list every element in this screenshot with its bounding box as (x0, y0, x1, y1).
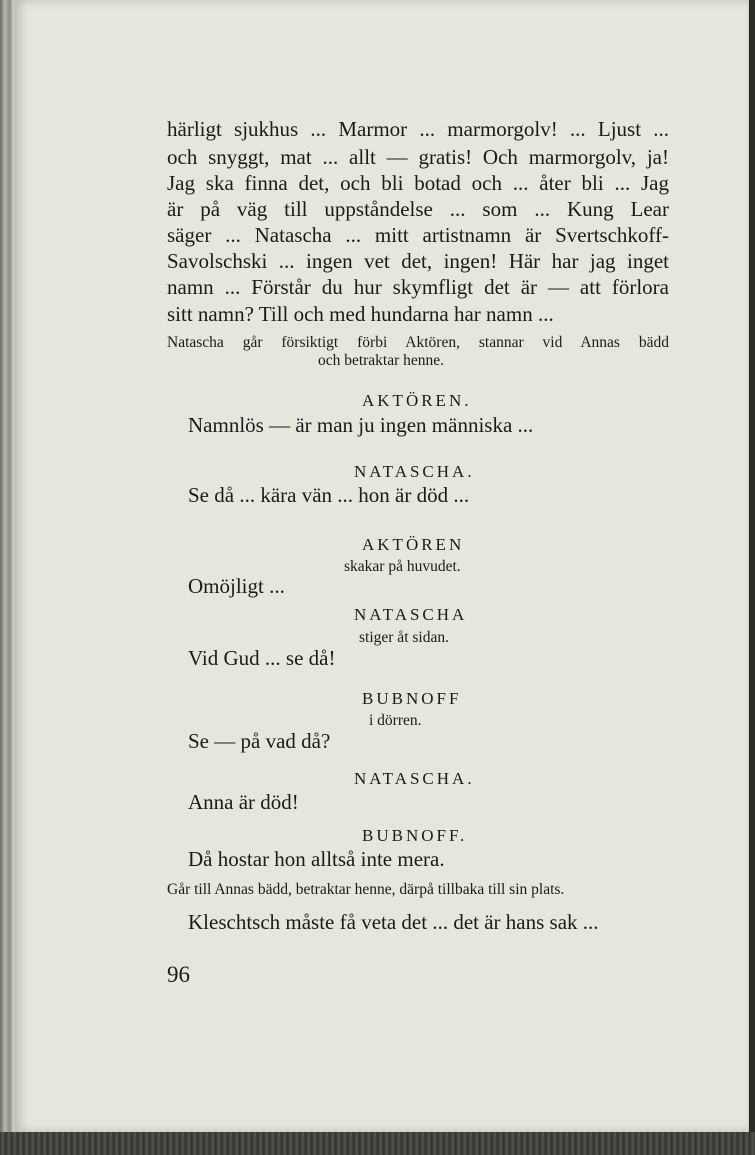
dialogue-line: Kleschtsch måste få veta det ... det är hans sak ... (188, 910, 599, 934)
book-cover-edge (0, 1132, 755, 1155)
dialogue-line: Omöjligt ... (188, 574, 285, 598)
dialogue-line: Se — på vad då? (188, 729, 331, 753)
speaker-name: NATASCHA (354, 605, 468, 624)
page-number: 96 (167, 962, 190, 987)
stage-direction: Natascha går försiktigt förbi Aktören, stannar vid Annas bädd (167, 334, 669, 351)
stage-direction: Går till Annas bädd, betraktar henne, därpå tillbaka till sin plats. (167, 881, 565, 898)
speaker-name: NATASCHA. (354, 462, 475, 481)
text-line: namn ... Förstår du hur skymfligt det är — att förlora (167, 275, 669, 299)
dialogue-line: Vid Gud ... se då! (188, 646, 336, 670)
speaker-name: AKTÖREN (362, 535, 465, 554)
speaker-name: AKTÖREN. (362, 391, 472, 410)
text-line: är på väg till uppståndelse ... som ... Kung Lear (167, 197, 669, 221)
text-line: härligt sjukhus ... Marmor ... marmorgolv! ... Ljust ... (167, 117, 669, 141)
text-line: och snyggt, mat ... allt — gratis! Och marmorgolv, ja! (167, 145, 669, 169)
speaker-name: BUBNOFF (362, 689, 462, 708)
stage-direction: skakar på huvudet. (344, 558, 461, 575)
text-line: sitt namn? Till och med hundarna har namn ... (167, 302, 554, 326)
book-spine (0, 0, 14, 1155)
dialogue-line: Namnlös — är man ju ingen människa ... (188, 413, 534, 437)
text-line: Jag ska finna det, och bli botad och ... åter bli ... Jag (167, 171, 669, 195)
speaker-name: NATASCHA. (354, 769, 475, 788)
text-line: säger ... Natascha ... mitt artistnamn är Svertschkoff- (167, 223, 669, 247)
stage-direction: och betraktar henne. (317, 352, 445, 369)
speaker-name: BUBNOFF. (362, 826, 468, 845)
dialogue-line: Då hostar hon alltså inte mera. (188, 847, 445, 871)
dialogue-line: Se då ... kära vän ... hon är död ... (188, 483, 470, 507)
stage-direction: stiger åt sidan. (359, 629, 449, 646)
stage-direction: i dörren. (369, 712, 422, 729)
dialogue-line: Anna är död! (188, 790, 299, 814)
book-page (14, 0, 749, 1132)
text-line: Savolschski ... ingen vet det, ingen! Här har jag inget (167, 249, 669, 273)
